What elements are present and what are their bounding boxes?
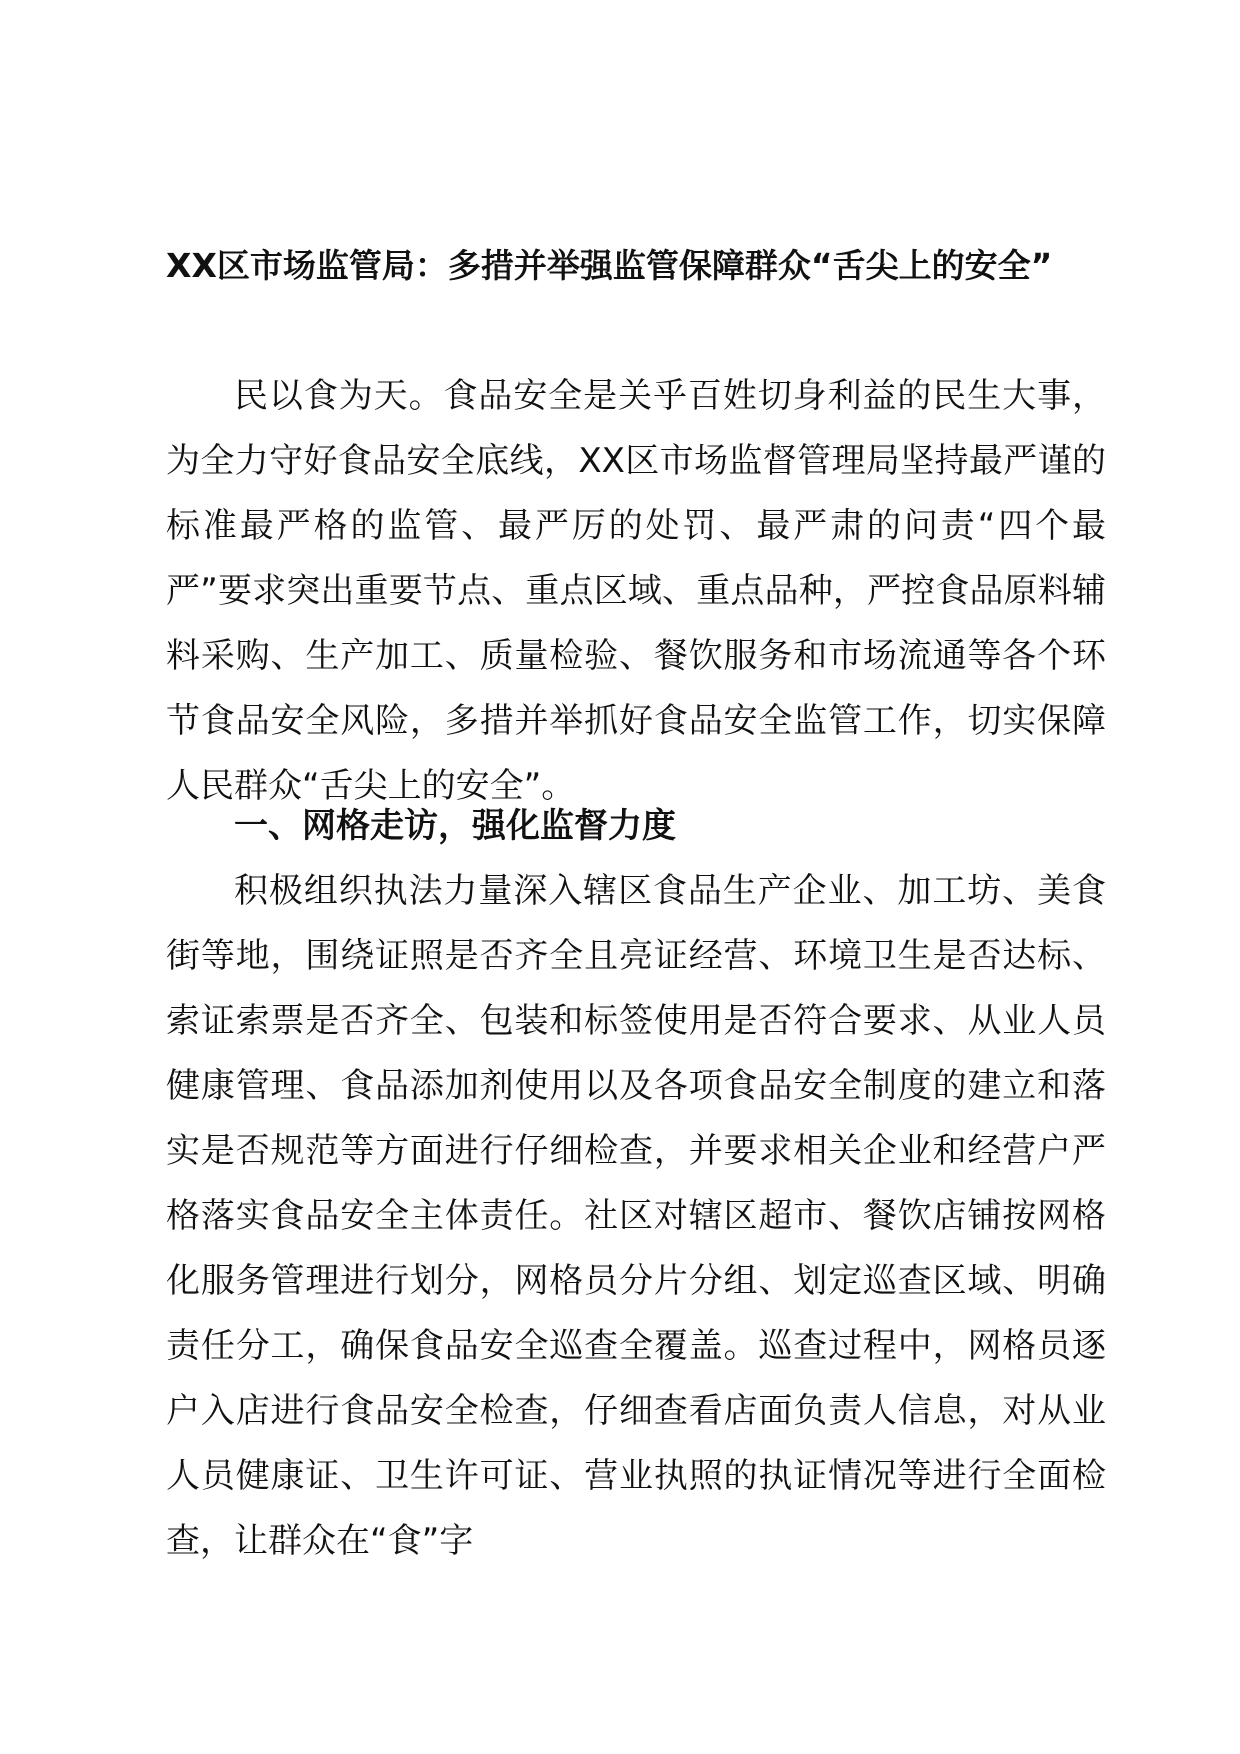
section-heading: 一、网格走访，强化监督力度 [234, 806, 676, 846]
document-title: XX区市场监管局：多措并举强监管保障群众“舌尖上的安全” [166, 246, 1053, 285]
section-paragraph: 积极组织执法力量深入辖区食品生产企业、加工坊、美食街等地，围绕证照是否齐全且亮证经营、环境卫生是否达标、索证索票是否齐全、包装和标签使用是否符合要求、从业人员健康管理、食品添加剂使用以及各项食品安全制度的建立和落实是否规范等方面进行仔细检查，并要求相关企业和经营户严格落实食品安全主体责任。社区对辖区超市、餐饮店铺按网格化服务管理进行划分，网格员分片分组、划定巡查区域、明确责任分工，确保食品安全巡查全覆盖。巡查过程中，网格员逐户入店进行食品安全检查，仔细查看店面负责人信息，对从业人员健康证、卫生许可证、营业执照的执证情况等进行全面检查，让群众在“食”字 [166, 871, 1106, 1561]
intro-paragraph: 民以食为天。食品安全是关乎百姓切身利益的民生大事，为全力守好食品安全底线，XX区市场监督管理局坚持最严谨的标准最严格的监管、最严厉的处罚、最严肃的问责“四个最严”要求突出重要节点、重点区域、重点品种，严控食品原料辅料采购、生产加工、质量检验、餐饮服务和市场流通等各个环节食品安全风险，多措并举抓好食品安全监管工作，切实保障人民群众“舌尖上的安全”。 [166, 376, 1106, 806]
